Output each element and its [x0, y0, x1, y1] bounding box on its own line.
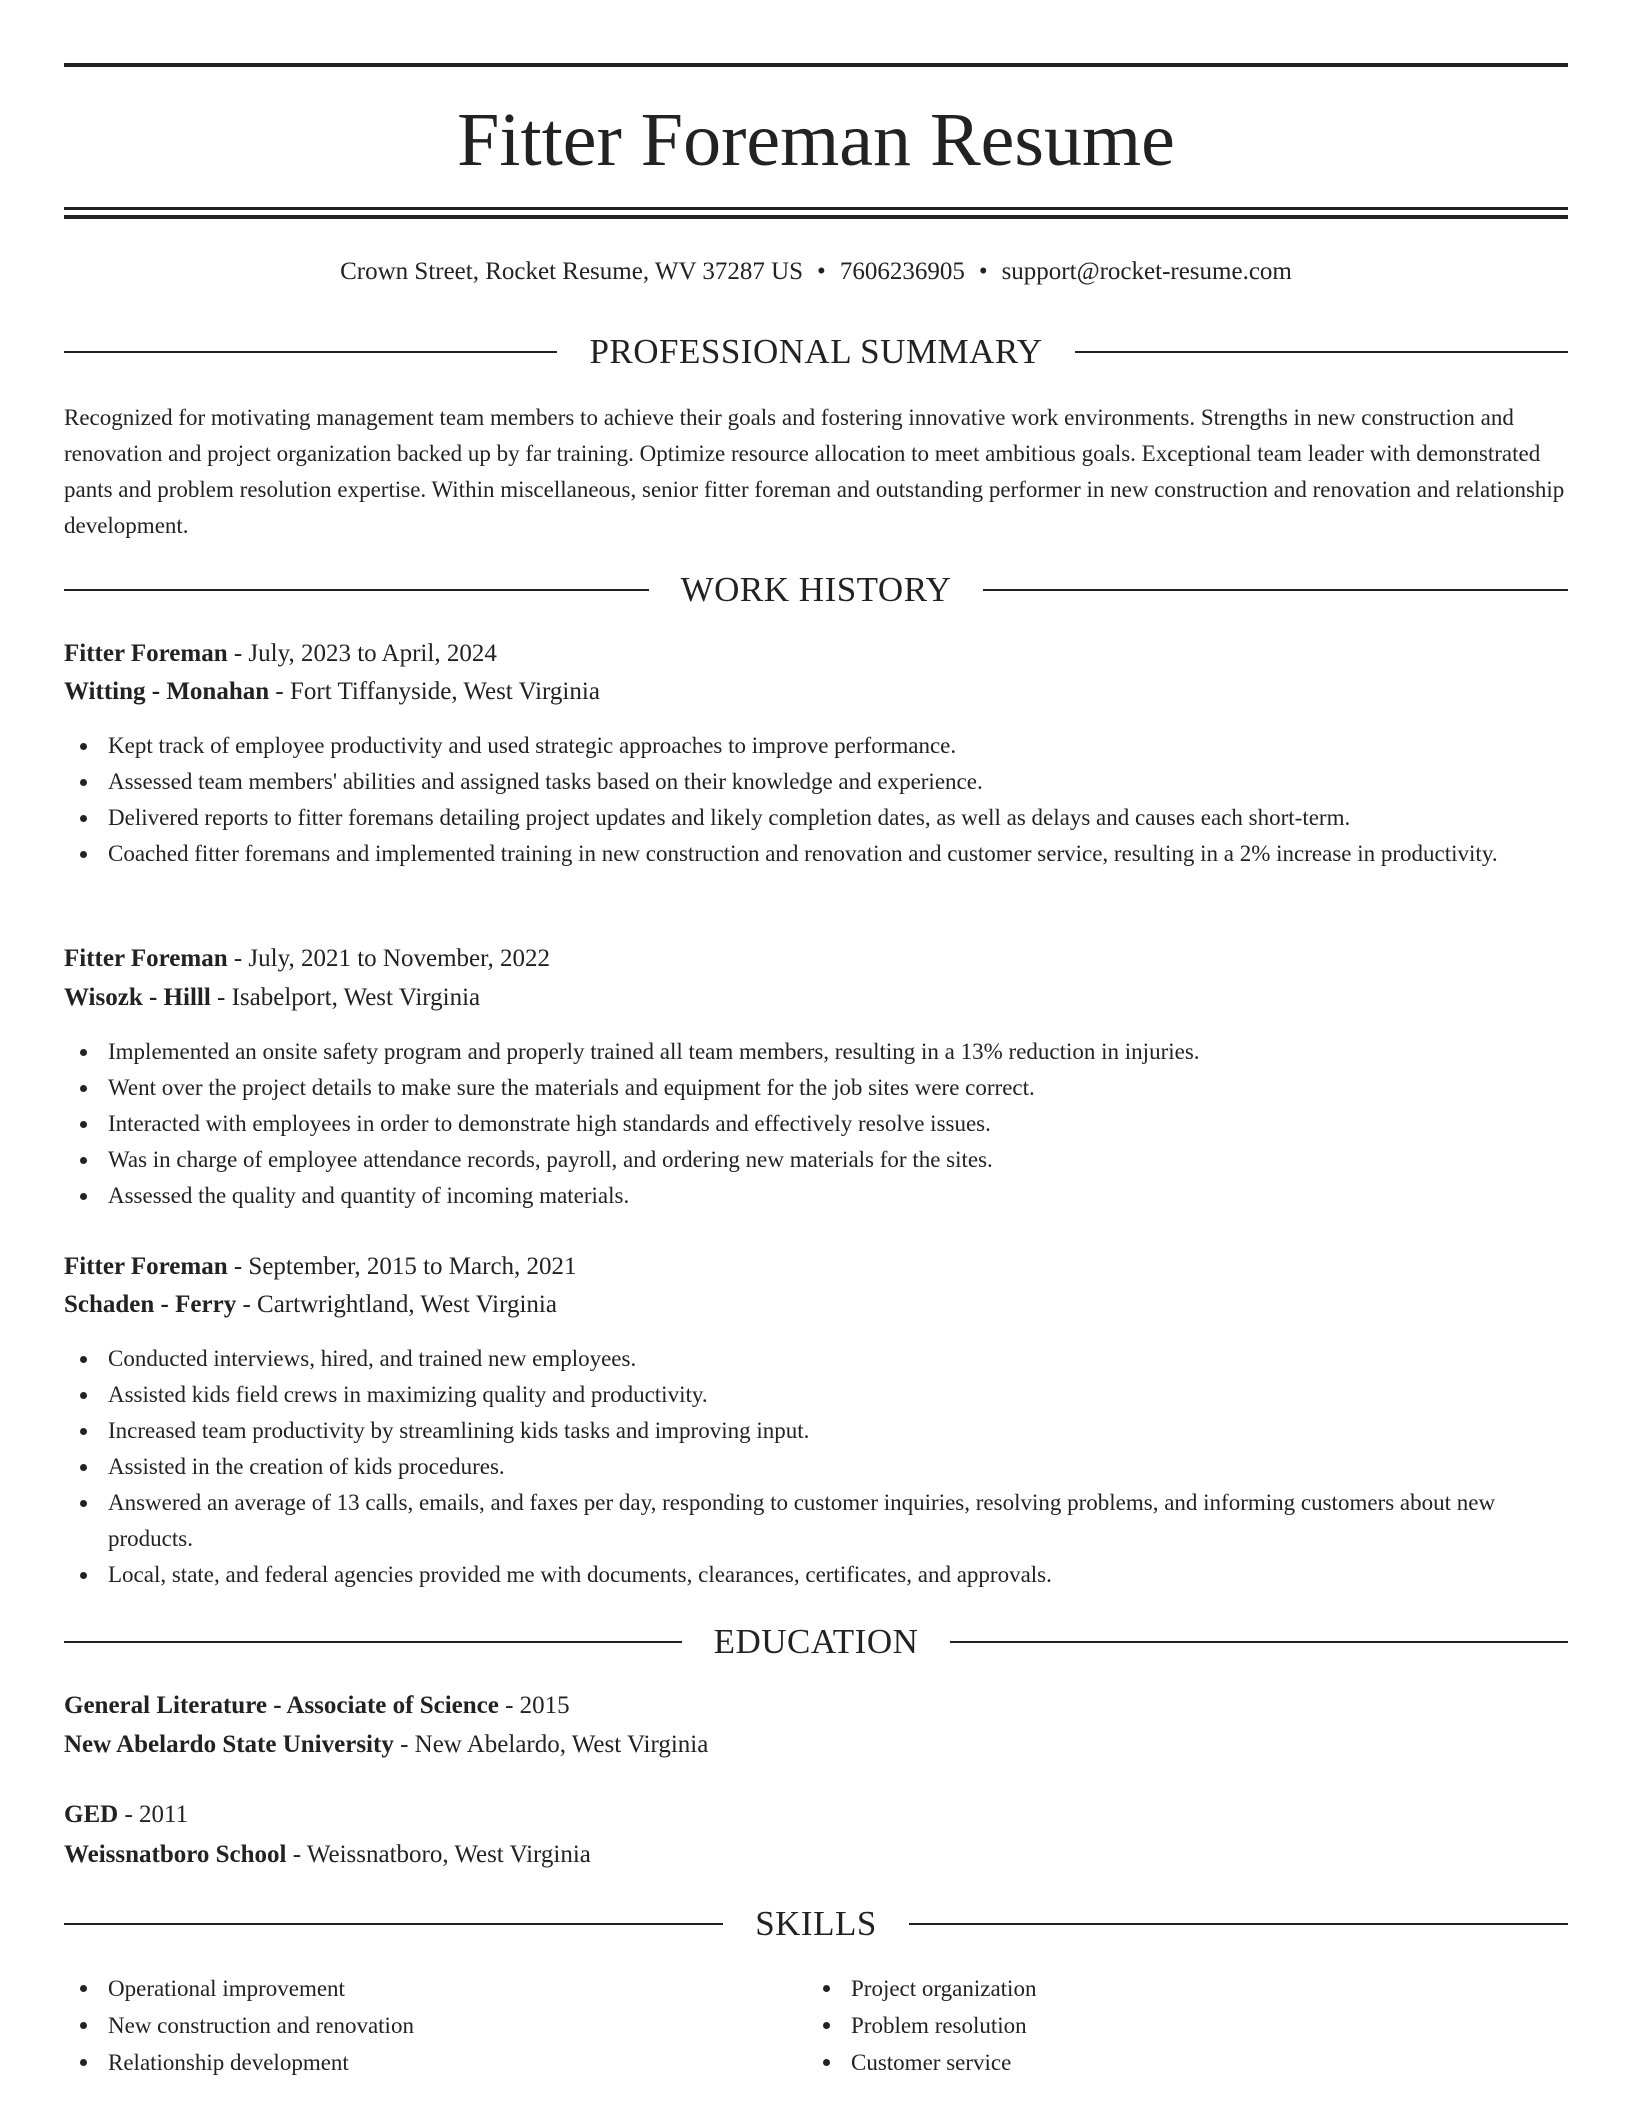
title-bottom-rule-second	[64, 215, 1568, 219]
section-title-skills: SKILLS	[755, 1904, 877, 1943]
list-item: Went over the project details to make sure the materials and equipment for the job sites were correct.	[64, 1070, 1568, 1106]
job-bullets	[64, 728, 1568, 872]
list-item: Assessed the quality and quantity of incoming materials.	[64, 1178, 1568, 1214]
section-rule	[983, 589, 1568, 591]
section-rule	[64, 1923, 723, 1925]
education-location: - Weissnatboro, West Virginia	[286, 1841, 591, 1868]
skills-list-right	[807, 1970, 1527, 2081]
skills-list-left	[64, 1970, 784, 2081]
education-school: New Abelardo State University	[64, 1731, 394, 1758]
section-header-summary	[64, 330, 1568, 374]
title-bottom-rule	[64, 207, 1568, 210]
education-school-line	[64, 1727, 1568, 1763]
education-year: - 2015	[498, 1692, 570, 1719]
job-location: - Isabelport, West Virginia	[210, 984, 481, 1011]
education-degree: General Literature - Associate of Science	[64, 1692, 499, 1719]
contact-email: support@rocket-resume.com	[1001, 258, 1292, 285]
education-degree-line	[64, 1688, 1568, 1724]
job-company-line	[64, 1287, 1568, 1323]
skill-item: New construction and renovation	[64, 2007, 784, 2044]
job-bullets	[64, 1034, 1568, 1214]
title-top-rule	[64, 63, 1568, 67]
job-dates: - July, 2021 to November, 2022	[227, 945, 550, 972]
section-header-skills	[64, 1902, 1568, 1946]
job-company: Schaden - Ferry	[64, 1291, 237, 1318]
section-header-work	[64, 568, 1568, 612]
contact-separator: •	[817, 258, 826, 285]
education-school: Weissnatboro School	[64, 1841, 287, 1868]
section-header-education	[64, 1620, 1568, 1664]
education-degree-line	[64, 1797, 1568, 1833]
job-dates: - September, 2015 to March, 2021	[227, 1253, 577, 1280]
job-company: Wisozk - Hilll	[64, 984, 211, 1011]
education-year: - 2011	[118, 1801, 189, 1828]
job-company-line	[64, 980, 1568, 1016]
contact-line	[64, 254, 1568, 290]
education-school-line	[64, 1837, 1568, 1873]
skill-item: Project organization	[807, 1970, 1527, 2007]
section-rule	[64, 589, 649, 591]
job-company-line	[64, 674, 1568, 710]
list-item: Assisted kids field crews in maximizing quality and productivity.	[64, 1377, 1568, 1413]
list-item: Delivered reports to fitter foremans detailing project updates and likely completion dates, as well as delays and causes each short-term.	[64, 800, 1568, 836]
skill-item: Operational improvement	[64, 1970, 784, 2007]
section-rule	[950, 1641, 1568, 1643]
job-location: - Fort Tiffanyside, West Virginia	[269, 678, 600, 705]
job-title-line	[64, 636, 1568, 672]
job-location: - Cartwrightland, West Virginia	[236, 1291, 557, 1318]
skill-item: Relationship development	[64, 2044, 784, 2081]
list-item: Assisted in the creation of kids procedures.	[64, 1449, 1568, 1485]
list-item: Answered an average of 13 calls, emails, and faxes per day, responding to customer inquiries, resolving problems, and informing customers about new products.	[64, 1485, 1568, 1557]
section-rule	[64, 1641, 682, 1643]
list-item: Conducted interviews, hired, and trained new employees.	[64, 1341, 1568, 1377]
list-item: Kept track of employee productivity and used strategic approaches to improve performance.	[64, 728, 1568, 764]
contact-phone: 7606236905	[839, 258, 965, 285]
section-rule	[64, 351, 557, 353]
section-title-summary: PROFESSIONAL SUMMARY	[589, 332, 1043, 371]
section-title-education: EDUCATION	[713, 1622, 919, 1661]
list-item: Interacted with employees in order to demonstrate high standards and effectively resolve issues.	[64, 1106, 1568, 1142]
job-title: Fitter Foreman	[64, 640, 228, 667]
job-company: Witting - Monahan	[64, 678, 270, 705]
job-title: Fitter Foreman	[64, 1253, 228, 1280]
job-dates: - July, 2023 to April, 2024	[227, 640, 497, 667]
resume-title: Fitter Foreman Resume	[457, 98, 1175, 182]
job-title: Fitter Foreman	[64, 945, 228, 972]
education-degree: GED	[64, 1801, 119, 1828]
job-bullets	[64, 1341, 1568, 1593]
section-rule	[909, 1923, 1568, 1925]
list-item: Increased team productivity by streamlining kids tasks and improving input.	[64, 1413, 1568, 1449]
summary-text: Recognized for motivating management team members to achieve their goals and fostering innovative work environments. Strengths in new construction and renovation and project organization backed up by far training. Optimize resource allocation to meet ambitious goals. Exceptional team leader with demonstrated pants and problem resolution expertise. Within miscellaneous, senior fitter foreman and outstanding performer in new construction and renovation and relationship development.	[64, 405, 1565, 538]
job-title-line	[64, 1249, 1568, 1285]
skill-item: Customer service	[807, 2044, 1527, 2081]
list-item: Local, state, and federal agencies provided me with documents, clearances, certificates, and approvals.	[64, 1557, 1568, 1593]
job-title-line	[64, 941, 1568, 977]
skill-item: Problem resolution	[807, 2007, 1527, 2044]
section-rule	[1075, 351, 1568, 353]
contact-separator: •	[978, 258, 988, 285]
list-item: Implemented an onsite safety program and properly trained all team members, resulting in a 13% reduction in injuries.	[64, 1034, 1568, 1070]
contact-address: Crown Street, Rocket Resume, WV 37287 US	[340, 258, 804, 285]
education-location: - New Abelardo, West Virginia	[393, 1731, 709, 1758]
list-item: Assessed team members' abilities and assigned tasks based on their knowledge and experience.	[64, 764, 1568, 800]
list-item: Coached fitter foremans and implemented training in new construction and renovation and customer service, resulting in a 2% increase in productivity.	[64, 836, 1568, 872]
list-item: Was in charge of employee attendance records, payroll, and ordering new materials for the sites.	[64, 1142, 1568, 1178]
section-title-work: WORK HISTORY	[680, 570, 952, 609]
